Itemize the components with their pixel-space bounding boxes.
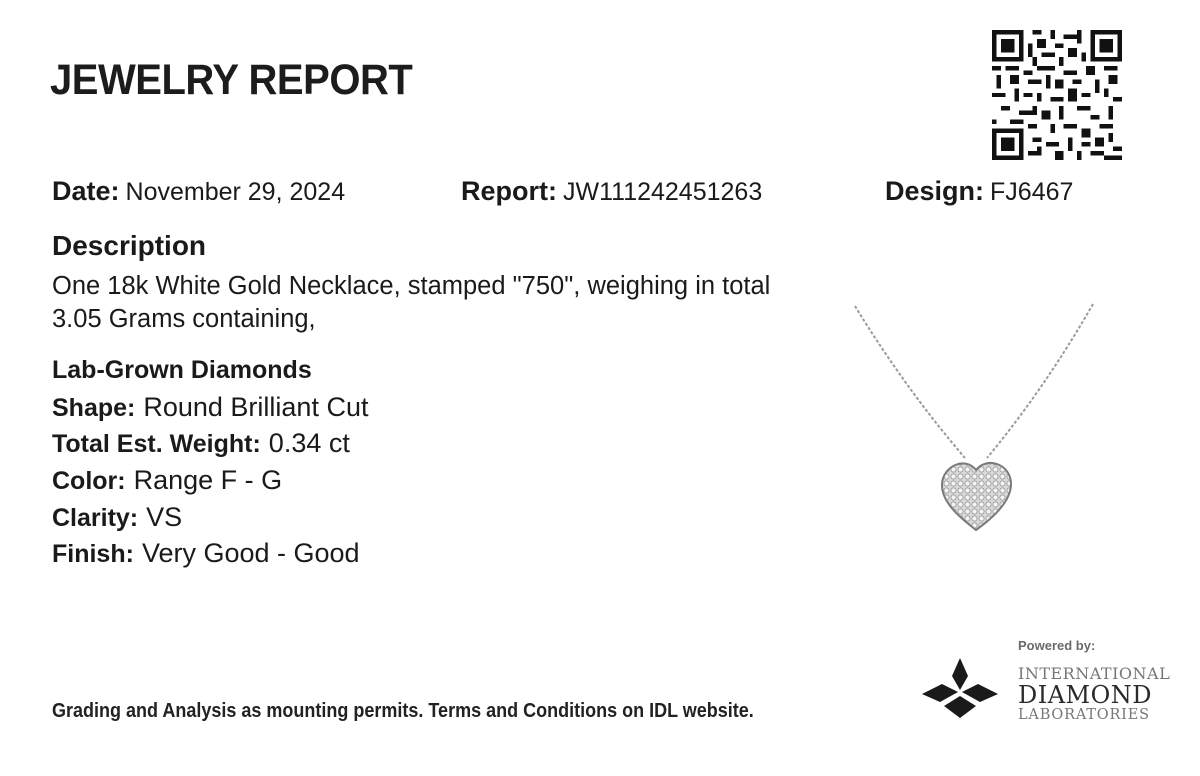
spec-label: Color: [52, 467, 126, 495]
powered-by-label: Powered by: [1018, 638, 1096, 653]
heart-pendant-necklace-image [845, 298, 1105, 538]
design-code: FJ6467 [990, 178, 1074, 206]
brand-line-international: INTERNATIONAL [1018, 664, 1171, 683]
spec-value: 0.34 ct [268, 428, 350, 458]
description-text: One 18k White Gold Necklace, stamped "750", weighing in total 3.05 Grams containing, [52, 272, 771, 333]
spec-value: Round Brilliant Cut [143, 392, 369, 422]
qr-code-icon [992, 30, 1122, 160]
report-number: JW111242451263 [563, 178, 763, 206]
spec-color [52, 465, 282, 496]
report-label: Report: [461, 176, 557, 206]
spec-value: Range F - G [133, 465, 283, 495]
spec-finish [52, 538, 360, 569]
design-field [885, 176, 1073, 207]
spec-total-weight [52, 428, 350, 459]
report-field [461, 176, 762, 207]
spec-label: Total Est. Weight: [52, 430, 261, 458]
date-value: November 29, 2024 [125, 178, 346, 206]
design-label: Design: [885, 176, 985, 206]
spec-label: Clarity: [52, 504, 139, 532]
description-heading: Description [52, 230, 207, 261]
date-field [52, 176, 345, 207]
spec-value: Very Good - Good [141, 538, 360, 568]
spec-label: Shape: [52, 394, 136, 422]
spec-value: VS [146, 502, 183, 532]
terms-note: Grading and Analysis as mounting permits. Terms and Conditions on IDL website. [52, 700, 754, 722]
brand-line-diamond: DIAMOND [1018, 681, 1153, 709]
date-label: Date: [52, 176, 120, 206]
spec-label: Finish: [52, 540, 134, 568]
spec-clarity [52, 502, 182, 533]
stones-heading: Lab-Grown Diamonds [52, 356, 312, 384]
spec-shape [52, 392, 368, 423]
brand-line-laboratories: LABORATORIES [1018, 707, 1150, 723]
idl-logo-icon [920, 656, 1000, 726]
report-title: JEWELRY REPORT [50, 56, 413, 104]
